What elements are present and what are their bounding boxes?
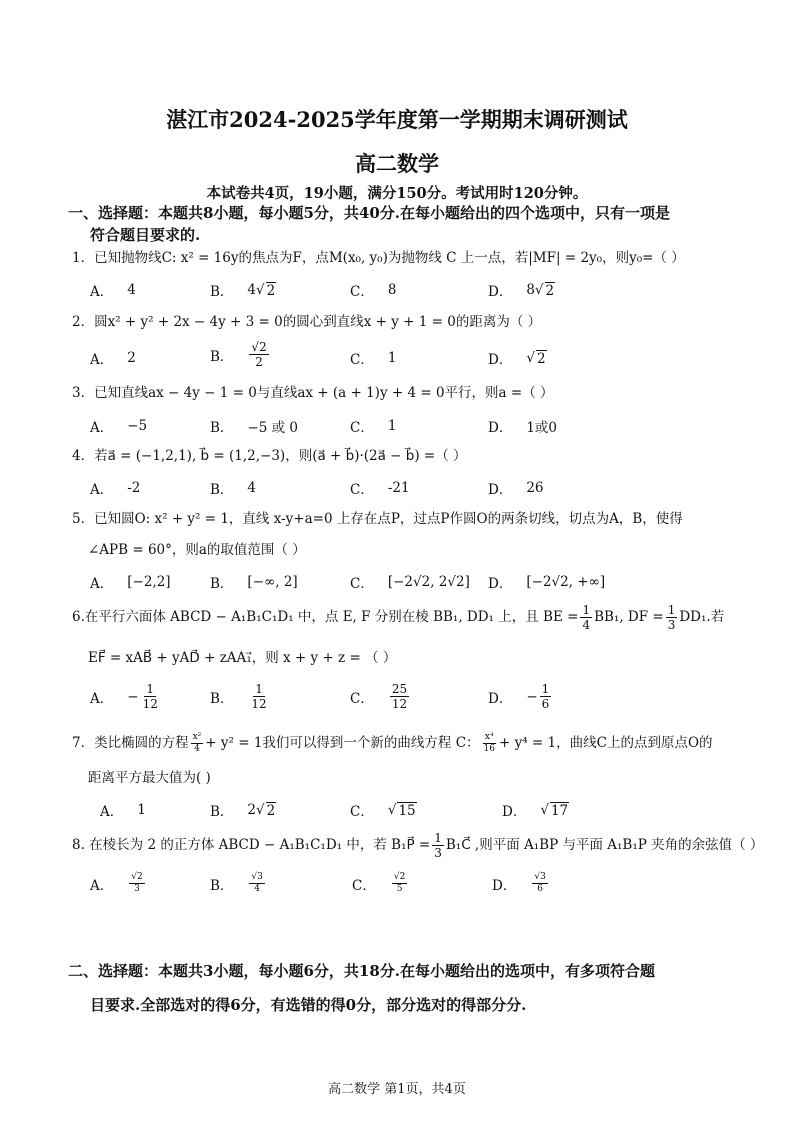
option-fraction — [532, 872, 547, 895]
q6-text-mid: BB₁, DF = — [594, 609, 664, 625]
question-7-line2: 距离平方最大值为( ) — [88, 770, 211, 786]
question-2-options — [90, 340, 730, 380]
numerator: 1 — [434, 830, 442, 845]
question-6-line2: EF⃗ = xAB⃗ + yAD⃗ + zAA₁⃗，则 x + y + z = （ ） — [88, 650, 397, 666]
option-a[interactable] — [90, 280, 136, 300]
option-c[interactable] — [350, 280, 396, 300]
option-sign: − — [526, 688, 538, 705]
denominator: 6 — [537, 884, 543, 894]
option-b[interactable] — [210, 572, 298, 592]
option-fraction — [249, 872, 264, 895]
denominator: 12 — [391, 697, 408, 711]
section-1-line1: 一、选择题：本题共8小题，每小题5分，共40分.在每小题给出的四个选项中，只有一项是 — [68, 204, 670, 222]
question-8-options — [90, 872, 730, 912]
option-text: [−∞, 2] — [247, 574, 298, 590]
option-fraction — [540, 682, 552, 711]
option-d[interactable]: D． √ 17 — [502, 802, 569, 820]
option-c[interactable] — [350, 478, 410, 498]
q6-fraction-be — [580, 603, 592, 632]
option-label: B． — [210, 877, 234, 894]
option-d[interactable]: D． √ 2 — [488, 350, 546, 368]
option-text: [−2,2] — [127, 574, 171, 590]
numerator: 1 — [146, 682, 155, 696]
numerator: √3 — [251, 872, 263, 882]
q6-text-post: DD₁.若 — [679, 609, 725, 625]
option-label: A． — [90, 420, 114, 436]
option-radicand: 2 — [266, 802, 276, 819]
numerator: 1 — [582, 602, 591, 617]
option-a[interactable] — [90, 682, 162, 711]
question-5-line2: ∠APB = 60°，则a的取值范围（ ） — [88, 542, 306, 558]
q8-text-post: B₁C⃗ ,则平面 A₁BP 与平面 A₁B₁P 夹角的余弦值（ ） — [445, 837, 764, 853]
q7-text-pre: 7．类比椭圆的方程 — [72, 735, 189, 751]
denominator: 5 — [396, 884, 403, 894]
q7-fraction-ellipse — [191, 732, 204, 755]
option-d[interactable] — [488, 478, 544, 498]
denominator: 2 — [255, 355, 263, 369]
option-fraction — [392, 872, 407, 895]
option-radicand: 2 — [536, 350, 546, 367]
option-b[interactable]: B． 2 √ 2 — [210, 802, 276, 820]
option-label: D． — [488, 284, 513, 300]
option-label: D． — [488, 352, 513, 368]
question-5-line1: 5．已知圆O: x² + y² = 1，直线 x-y+a=0 上存在点P，过点P作圆O的两条切线，切点为A，B，使得 — [72, 511, 683, 527]
exam-title: 湛江市2024-2025学年度第一学期期末调研测试 — [166, 107, 628, 132]
option-b[interactable] — [210, 416, 298, 436]
numerator: √2 — [251, 340, 267, 354]
option-label: D． — [492, 877, 517, 894]
option-label: C． — [350, 482, 374, 498]
option-fraction — [141, 682, 160, 711]
option-label: C． — [352, 877, 376, 894]
option-text: [−2√2, +∞] — [526, 574, 606, 590]
exam-notice: 本试卷共4页，19小题，满分150分。考试用时120分钟。 — [206, 185, 588, 202]
option-label: B． — [210, 348, 234, 365]
option-text: -21 — [387, 480, 410, 496]
option-coef: 8 — [526, 282, 535, 298]
option-label: C． — [350, 420, 374, 436]
option-text: -2 — [127, 480, 141, 496]
option-d[interactable] — [488, 682, 553, 711]
denominator: 3 — [667, 617, 676, 632]
option-label: B． — [210, 690, 234, 707]
page-footer: 高二数学 第1页，共4页 — [328, 1082, 466, 1097]
q7-fraction-curve — [482, 732, 497, 755]
section-2-heading — [68, 954, 728, 1022]
question-2: 2．圆x² + y² + 2x − 4y + 3 = 0的圆心到直线x + y + 1 = 0的距离为（ ） — [72, 314, 542, 330]
section-1-line2: 符合题目要求的. — [90, 226, 201, 244]
option-fraction — [129, 872, 144, 895]
q8-fraction — [432, 831, 444, 860]
q7-text-post: + y⁴ = 1，曲线C上的点到原点O的 — [498, 735, 713, 751]
option-label: A． — [90, 877, 114, 894]
option-a[interactable] — [90, 572, 171, 592]
numerator: 1 — [667, 602, 676, 617]
option-a[interactable] — [90, 478, 140, 498]
option-text: [−2√2, 2√2] — [387, 574, 470, 590]
option-label: B． — [210, 284, 234, 300]
option-c[interactable] — [352, 872, 409, 895]
option-label: D． — [488, 482, 513, 498]
numerator: √2 — [393, 872, 406, 882]
question-4: 4．若a⃗ = (−1,2,1), b⃗ = (1,2,−3)，则(a⃗ + b⃗)·(2a⃗ − b⃗) =（ ） — [72, 448, 467, 464]
denominator: 12 — [251, 697, 267, 711]
option-text: 4 — [247, 480, 257, 496]
option-text: 8 — [387, 282, 397, 298]
numerator: 1 — [255, 682, 263, 696]
option-label: D． — [488, 576, 513, 592]
option-fraction — [390, 682, 409, 711]
option-a[interactable] — [90, 416, 147, 436]
q8-text-pre: 8. 在棱长为 2 的正方体 ABCD − A₁B₁C₁D₁ 中，若 B₁P⃗ = — [72, 837, 431, 853]
question-6-line1 — [72, 602, 725, 632]
question-3: 3．已知直线ax − 4y − 1 = 0与直线ax + (a + 1)y + 4 = 0平行，则a =（ ） — [72, 385, 554, 401]
option-d[interactable] — [488, 572, 605, 592]
section-1-heading — [68, 202, 728, 246]
denominator: 6 — [541, 697, 550, 711]
option-text: −5 或 0 — [247, 420, 298, 436]
option-label: B． — [210, 804, 234, 820]
option-c[interactable] — [350, 348, 396, 368]
denominator: 12 — [142, 697, 158, 711]
option-coef: 2 — [247, 802, 257, 818]
denominator: 3 — [134, 884, 140, 894]
question-1: 1．已知抛物线C: x² = 16y的焦点为F，点M(x₀, y₀)为抛物线 C 上一点，若|MF| = 2y₀，则y₀=（ ） — [72, 250, 685, 266]
section-2-line2: 目要求.全部选对的得6分，有选错的得0分，部分选对的得部分分. — [90, 996, 527, 1014]
numerator: 1 — [541, 682, 550, 696]
denominator: 16 — [483, 743, 495, 754]
numerator: 25 — [391, 682, 408, 696]
option-text: 1 — [387, 418, 397, 434]
option-label: D． — [488, 420, 513, 436]
option-label: C． — [350, 284, 374, 300]
denominator: 4 — [254, 884, 261, 894]
option-c[interactable]: C． √ 15 — [350, 802, 416, 820]
option-label: D． — [488, 690, 513, 707]
option-label: B． — [210, 576, 234, 592]
option-b[interactable] — [210, 478, 256, 498]
option-label: B． — [210, 482, 234, 498]
option-label: A． — [90, 482, 114, 498]
option-c[interactable] — [350, 682, 411, 711]
option-text: 26 — [526, 480, 544, 496]
question-8 — [72, 830, 764, 860]
option-label: B． — [210, 420, 234, 436]
numerator: x⁴ — [484, 731, 494, 742]
q6-fraction-df — [666, 603, 678, 632]
question-7-line1 — [72, 730, 722, 756]
numerator: x² — [192, 731, 202, 742]
option-a[interactable] — [90, 872, 147, 895]
option-text: 4 — [127, 282, 136, 298]
option-fraction — [249, 340, 268, 369]
option-c[interactable] — [350, 416, 396, 436]
option-radicand: 15 — [398, 802, 416, 819]
option-text: 1 — [387, 350, 397, 366]
option-radicand: 17 — [550, 802, 569, 819]
option-radicand: 2 — [545, 282, 555, 299]
option-text: 2 — [127, 350, 136, 366]
option-label: D． — [502, 804, 527, 820]
option-d[interactable] — [488, 416, 557, 436]
option-radicand: 2 — [266, 282, 276, 299]
option-label: A． — [90, 284, 114, 300]
option-sign: − — [127, 688, 139, 705]
numerator: √3 — [534, 872, 546, 882]
q7-text-mid: + y² = 1我们可以得到一个新的曲线方程 C： — [205, 735, 480, 751]
denominator: 4 — [194, 743, 200, 754]
option-label: C． — [350, 576, 374, 592]
q6-text-pre: 6.在平行六面体 ABCD − A₁B₁C₁D₁ 中，点 E, F 分别在棱 BB₁, DD₁ 上，且 BE = — [72, 609, 579, 625]
section-2-line1: 二、选择题：本题共3小题，每小题6分，共18分.在每小题给出的选项中，有多项符合题 — [68, 962, 655, 980]
option-label: A． — [90, 690, 114, 707]
question-6-options — [90, 682, 730, 722]
option-coef: 4 — [247, 282, 257, 298]
denominator: 4 — [582, 617, 591, 632]
option-label: C． — [350, 690, 374, 707]
option-b[interactable]: B． 4 √ 2 — [210, 282, 276, 300]
option-a[interactable] — [100, 800, 146, 820]
numerator: √2 — [131, 872, 143, 882]
option-label: C． — [350, 804, 374, 820]
option-b[interactable] — [210, 682, 271, 711]
option-text: 1或0 — [526, 420, 558, 436]
subject-title: 高二数学 — [355, 151, 439, 176]
option-label: A． — [90, 352, 114, 368]
option-d[interactable]: D． 8 √ 2 — [488, 282, 555, 300]
option-c[interactable] — [350, 572, 470, 592]
option-text: 1 — [137, 802, 146, 818]
option-a[interactable] — [90, 348, 136, 368]
option-label: A． — [100, 804, 124, 820]
option-label: C． — [350, 352, 374, 368]
option-label: A． — [90, 576, 114, 592]
denominator: 3 — [434, 845, 442, 860]
option-text: −5 — [127, 418, 148, 434]
option-b[interactable] — [210, 340, 271, 369]
option-b[interactable] — [210, 872, 267, 895]
option-fraction — [249, 682, 268, 711]
option-d[interactable] — [492, 872, 550, 895]
